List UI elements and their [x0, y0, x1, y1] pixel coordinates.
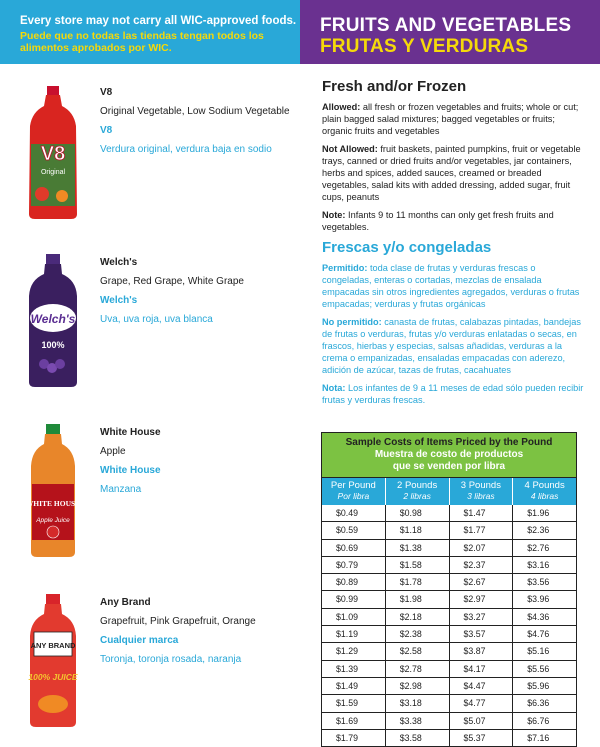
store-notice-es: Puede que no todas las tiendas tengan todos los alimentos aprobados por WIC. [20, 30, 264, 54]
table-cell: $4.76 [512, 626, 576, 642]
table-cell: $4.47 [449, 678, 513, 694]
product-description-es: Uva, uva roja, uva blanca [100, 314, 213, 325]
table-row [321, 557, 577, 574]
allowed-paragraph [322, 101, 584, 137]
table-cell: $2.97 [449, 591, 513, 607]
table-cell: $2.78 [385, 661, 449, 677]
product-brand: Welch's [100, 257, 138, 268]
table-cell: $5.16 [512, 643, 576, 659]
not-allowed-text: fruit baskets, painted pumpkins, fruit or vegetable trays, canned or dried fruits and/or vegetables, jar containers, herbs and spices, added sauces, creamed or breaded vegetables, salad kits with added dressing, added sugar, fruit cups, peanuts [322, 144, 581, 202]
column-header: 3 Pounds 3 libras [449, 478, 513, 505]
table-cell: $3.58 [385, 730, 449, 746]
fresh-frozen-heading: Fresh and/or Frozen [322, 78, 467, 95]
table-cell: $2.58 [385, 643, 449, 659]
table-cell: $1.96 [512, 505, 576, 521]
column-header: 4 Pounds 4 libras [512, 478, 576, 505]
not-allowed-paragraph [322, 143, 584, 203]
table-cell: $1.38 [385, 540, 449, 556]
table-row [321, 643, 577, 660]
table-row [321, 626, 577, 643]
not-allowed-label-es: No permitido: [322, 317, 382, 327]
table-row [321, 695, 577, 712]
product-brand: White House [100, 427, 161, 438]
table-cell: $1.78 [385, 574, 449, 590]
product-brand-es: V8 [100, 125, 113, 136]
table-cell: $2.07 [449, 540, 513, 556]
table-cell: $2.37 [449, 557, 513, 573]
table-cell: $0.89 [336, 577, 359, 588]
table-cell: $5.96 [512, 678, 576, 694]
table-cell: $0.99 [336, 594, 359, 605]
table-cell: $3.87 [449, 643, 513, 659]
product-brand-es: White House [100, 465, 161, 476]
column-header: Per Pound Por libra [330, 480, 376, 501]
table-row [321, 713, 577, 730]
table-cell: $2.18 [385, 609, 449, 625]
table-row [321, 661, 577, 678]
v8-label-text: V8 [40, 143, 66, 165]
price-table-header [321, 478, 577, 505]
table-cell: $0.79 [336, 559, 359, 570]
table-cell: $3.57 [449, 626, 513, 642]
table-cell: $2.36 [512, 522, 576, 538]
table-row [321, 609, 577, 626]
table-cell: $1.18 [385, 522, 449, 538]
product-description-es: Toronja, toronja rosada, naranja [100, 654, 242, 665]
note-text-es: Los infantes de 9 a 11 meses de edad sólo pueden recibir frutas y verduras frescas. [322, 383, 584, 405]
not-allowed-label: Not Allowed: [322, 144, 378, 154]
allowed-label-es: Permitido: [322, 263, 368, 273]
white-house-label-text: WHITE HOUSE [25, 499, 81, 508]
table-cell: $0.49 [336, 508, 359, 518]
table-cell: $6.76 [512, 713, 576, 729]
price-table [321, 432, 577, 747]
table-cell: $2.38 [385, 626, 449, 642]
allowed-label: Allowed: [322, 102, 361, 112]
table-cell: $5.37 [449, 730, 513, 746]
table-cell: $1.59 [336, 698, 359, 709]
table-cell: $3.27 [449, 609, 513, 625]
table-cell: $2.67 [449, 574, 513, 590]
table-cell: $3.18 [385, 695, 449, 711]
fresh-frozen-section [322, 78, 584, 412]
product-description-es: Verdura original, verdura baja en sodio [100, 144, 272, 155]
allowed-text: all fresh or frozen vegetables and fruits; whole or cut; plain bagged salad mixtures; bagged vegetables or fruits; organic fruits and vegetables [322, 102, 579, 136]
table-cell: $6.36 [512, 695, 576, 711]
table-row [321, 540, 577, 557]
table-cell: $1.77 [449, 522, 513, 538]
product-description: Apple [100, 446, 126, 457]
table-cell: $4.17 [449, 661, 513, 677]
any-brand-label-text: ANY BRAND [30, 641, 76, 650]
column-header: 2 Pounds 2 libras [385, 478, 449, 505]
table-cell: $3.38 [385, 713, 449, 729]
table-cell: $1.98 [385, 591, 449, 607]
not-allowed-text-es: canasta de frutas, calabazas pintadas, bandejas de frutas o verduras, frutas y/o verduras enlatadas o secas, en frascos, hierbas y especias, salsas añadidas, verduras a la crema o empanizadas, ensaladas empacadas con aderezo, adición de azúcar, tazas de frutas, cacahuates [322, 317, 581, 375]
table-row [321, 522, 577, 539]
price-table-caption-es-2: que se venden por libra [392, 461, 506, 472]
page-title-banner [300, 0, 600, 64]
product-brand: Any Brand [100, 597, 151, 608]
table-row [321, 591, 577, 608]
note-text: Infants 9 to 11 months can only get fresh fruits and vegetables. [322, 210, 554, 232]
table-cell: $3.56 [512, 574, 576, 590]
table-cell: $1.47 [449, 505, 513, 521]
product-description: Original Vegetable, Low Sodium Vegetable [100, 106, 290, 117]
product-brand-es: Cualquier marca [100, 635, 179, 646]
note-paragraph-es [322, 382, 584, 406]
white-house-bottle-image [22, 424, 84, 563]
price-table-caption-en: Sample Costs of Items Priced by the Pound [345, 437, 553, 448]
any-brand-bottle-image [22, 594, 84, 733]
allowed-paragraph-es [322, 262, 584, 310]
table-cell: $4.36 [512, 609, 576, 625]
welchs-bottle-image [22, 254, 84, 393]
table-cell: $3.16 [512, 557, 576, 573]
table-cell: $1.69 [336, 715, 359, 726]
product-brand-es: Welch's [100, 295, 138, 306]
store-notice-en: Every store may not carry all WIC-approved foods. [20, 15, 297, 27]
table-row [321, 730, 577, 747]
table-cell: $1.29 [336, 646, 359, 657]
table-row [321, 678, 577, 695]
table-cell: $0.98 [385, 505, 449, 521]
table-cell: $0.69 [336, 542, 359, 553]
any-brand-label-sub: 100% JUICE [28, 672, 78, 682]
product-description: Grape, Red Grape, White Grape [100, 276, 244, 287]
fresh-frozen-heading-es: Frescas y/o congeladas [322, 239, 492, 256]
store-notice-banner [0, 0, 300, 64]
price-table-body [321, 505, 577, 747]
table-cell: $3.96 [512, 591, 576, 607]
price-table-caption-es-1: Muestra de costo de productos [374, 449, 524, 460]
table-cell: $0.59 [336, 525, 359, 536]
table-cell: $1.79 [336, 732, 359, 743]
price-table-caption [321, 432, 577, 478]
page-title-en: FRUITS AND VEGETABLES [320, 15, 572, 36]
table-cell: $5.56 [512, 661, 576, 677]
v8-bottle-image [22, 86, 84, 225]
table-cell: $2.76 [512, 540, 576, 556]
note-paragraph [322, 209, 584, 233]
table-cell: $2.98 [385, 678, 449, 694]
table-row [321, 505, 577, 522]
table-cell: $1.39 [336, 663, 359, 674]
welchs-label-text: Welch's [30, 312, 76, 326]
table-cell: $5.07 [449, 713, 513, 729]
table-cell: $1.49 [336, 680, 359, 691]
allowed-text-es: toda clase de frutas y verduras frescas o congeladas, enteras o cortadas, mezclas de ensalada empacadas sin otros ingredientes agregados, verduras o frutas empacadas; verduras y frutas orgánicas [322, 263, 580, 309]
white-house-label-sub: Apple Juice [36, 517, 70, 524]
note-label-es: Nota: [322, 383, 346, 393]
product-brand: V8 [100, 87, 113, 98]
v8-label-sub: Original [40, 169, 66, 176]
welchs-label-sub: 100% [41, 340, 65, 350]
page-title-es: FRUTAS Y VERDURAS [320, 36, 529, 57]
table-cell: $1.19 [336, 629, 359, 640]
table-cell: $4.77 [449, 695, 513, 711]
not-allowed-paragraph-es [322, 316, 584, 376]
table-row [321, 574, 577, 591]
note-label: Note: [322, 210, 346, 220]
table-cell: $1.09 [336, 611, 359, 622]
product-description-es: Manzana [100, 484, 142, 495]
table-cell: $7.16 [512, 730, 576, 746]
table-cell: $1.58 [385, 557, 449, 573]
product-description: Grapefruit, Pink Grapefruit, Orange [100, 616, 256, 627]
